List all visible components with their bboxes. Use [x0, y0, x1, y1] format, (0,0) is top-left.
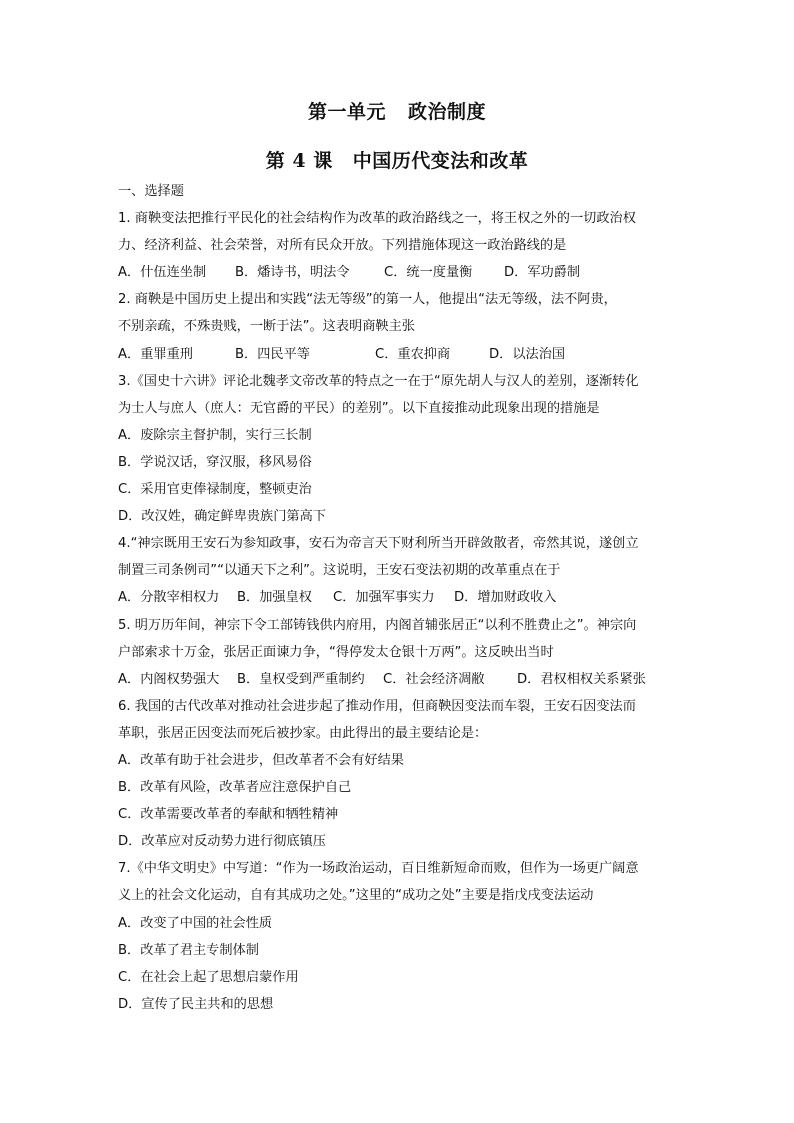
option-row: [118, 584, 688, 611]
option-a: A．分散宰相权力: [118, 590, 220, 606]
option-b: B．四民平等: [235, 346, 310, 362]
question-1: [118, 205, 688, 286]
question-2: [118, 286, 688, 367]
option-b: B．改革有风险，改革者应注意保护自己: [118, 780, 352, 796]
option-d: D．君权相权关系紧张: [517, 671, 646, 687]
question-text-line: 1. 商鞅变法把推行平民化的社会结构作为改革的政治路线之一，将王权之外的一切政治权: [118, 211, 636, 227]
question-list: [118, 178, 688, 1018]
option-d: D．宣传了民主共和的思想: [118, 996, 274, 1012]
question-text-line: 3.《国史十六讲》评论北魏孝文帝改革的特点之一在于“原先胡人与汉人的差别，逐渐转化: [118, 373, 639, 389]
question-text-line: 5. 明万历年间，神宗下令工部铸钱供内府用，内阁首辅张居正“以利不胜费止之”。神宗向: [118, 617, 637, 633]
question-text-line: 4.“神宗既用王安石为参知政事，安石为帝言天下财利所当开辟敛散者，帝然其说，遂创立: [118, 536, 639, 552]
question-text-line: 革职，张居正因变法而死后被抄家。由此得出的最主要结论是：: [118, 725, 488, 741]
lesson-title: [0, 146, 794, 173]
option-b: B．燔诗书，明法令: [235, 265, 350, 281]
question-text-line: 为士人与庶人（庶人：无官爵的平民）的差别”。以下直接推动此现象出现的措施是: [118, 400, 600, 416]
option-a: A．重罪重刑: [118, 346, 193, 362]
unit-topic: 政治制度: [408, 101, 487, 123]
question-text-line: 2. 商鞅是中国历史上提出和实践“法无等级”的第一人，他提出“法无等级，法不阿贵，: [118, 292, 617, 308]
option-b: B．改革了君主专制体制: [118, 942, 259, 958]
lesson-topic: 中国历代变法和改革: [352, 150, 529, 172]
option-c: C．社会经济凋敝: [383, 671, 485, 687]
option-d: D．增加财政收入: [454, 590, 557, 606]
unit-title: [0, 97, 794, 124]
option-d: D．军功爵制: [504, 265, 581, 281]
option-c: C．采用官吏俸禄制度，整顿吏治: [118, 482, 312, 498]
option-row: [118, 666, 688, 693]
question-text-line: 户部索求十万金，张居正面谏力争，“得停发太仓银十万两”。这反映出当时: [118, 644, 554, 660]
option-c: C．统一度量衡: [384, 265, 473, 281]
question-text-line: 7.《中华文明史》中写道：“作为一场政治运动，百日维新短命而败，但作为一场更广阔意: [118, 861, 639, 877]
question-text-line: 义上的社会文化运动，自有其成功之处。”这里的“成功之处”主要是指戊戌变法运动: [118, 888, 594, 904]
option-d: D．以法治国: [489, 346, 566, 362]
option-a: A．内阁权势强大: [118, 671, 220, 687]
question-text-line: 力、经济利益、社会荣誉，对所有民众开放。下列措施体现这一政治路线的是: [118, 238, 567, 254]
question-6: [118, 693, 688, 856]
question-7: [118, 855, 688, 1018]
option-c: C．加强军事实力: [333, 590, 435, 606]
question-text-line: 制置三司条例司”“以通天下之利”。这说明，王安石变法初期的改革重点在于: [118, 563, 561, 579]
option-d: D．改汉姓，确定鲜卑贵族门第高下: [118, 509, 326, 525]
option-a: A．废除宗主督护制，实行三长制: [118, 427, 312, 443]
option-a: A．改变了中国的社会性质: [118, 915, 273, 931]
unit-label: 第一单元: [307, 101, 386, 123]
option-c: C．重农抑商: [375, 346, 451, 362]
option-b: B．皇权受到严重制约: [237, 671, 365, 687]
option-row: [118, 341, 688, 368]
option-c: C．改革需要改革者的奉献和牺牲精神: [118, 807, 339, 823]
question-text-line: 不别亲疏，不殊贵贱，一断于法”。这表明商鞅主张: [118, 319, 415, 335]
section-heading: 一、选择题: [118, 184, 184, 199]
question-3: [118, 368, 688, 531]
question-5: [118, 612, 688, 693]
lesson-label: 第 4 课: [265, 150, 333, 172]
option-a: A．改革有助于社会进步，但改革者不会有好结果: [118, 752, 404, 768]
option-b: B．加强皇权: [237, 590, 312, 606]
question-4: [118, 530, 688, 611]
option-d: D．改革应对反动势力进行彻底镇压: [118, 834, 326, 850]
option-a: A．什伍连坐制: [118, 265, 207, 281]
question-text-line: 6. 我国的古代改革对推动社会进步起了推动作用，但商鞅因变法而车裂，王安石因变法而: [118, 698, 636, 714]
option-row: [118, 259, 688, 286]
option-b: B．学说汉话，穿汉服，移风易俗: [118, 454, 312, 470]
option-c: C．在社会上起了思想启蒙作用: [118, 969, 299, 985]
